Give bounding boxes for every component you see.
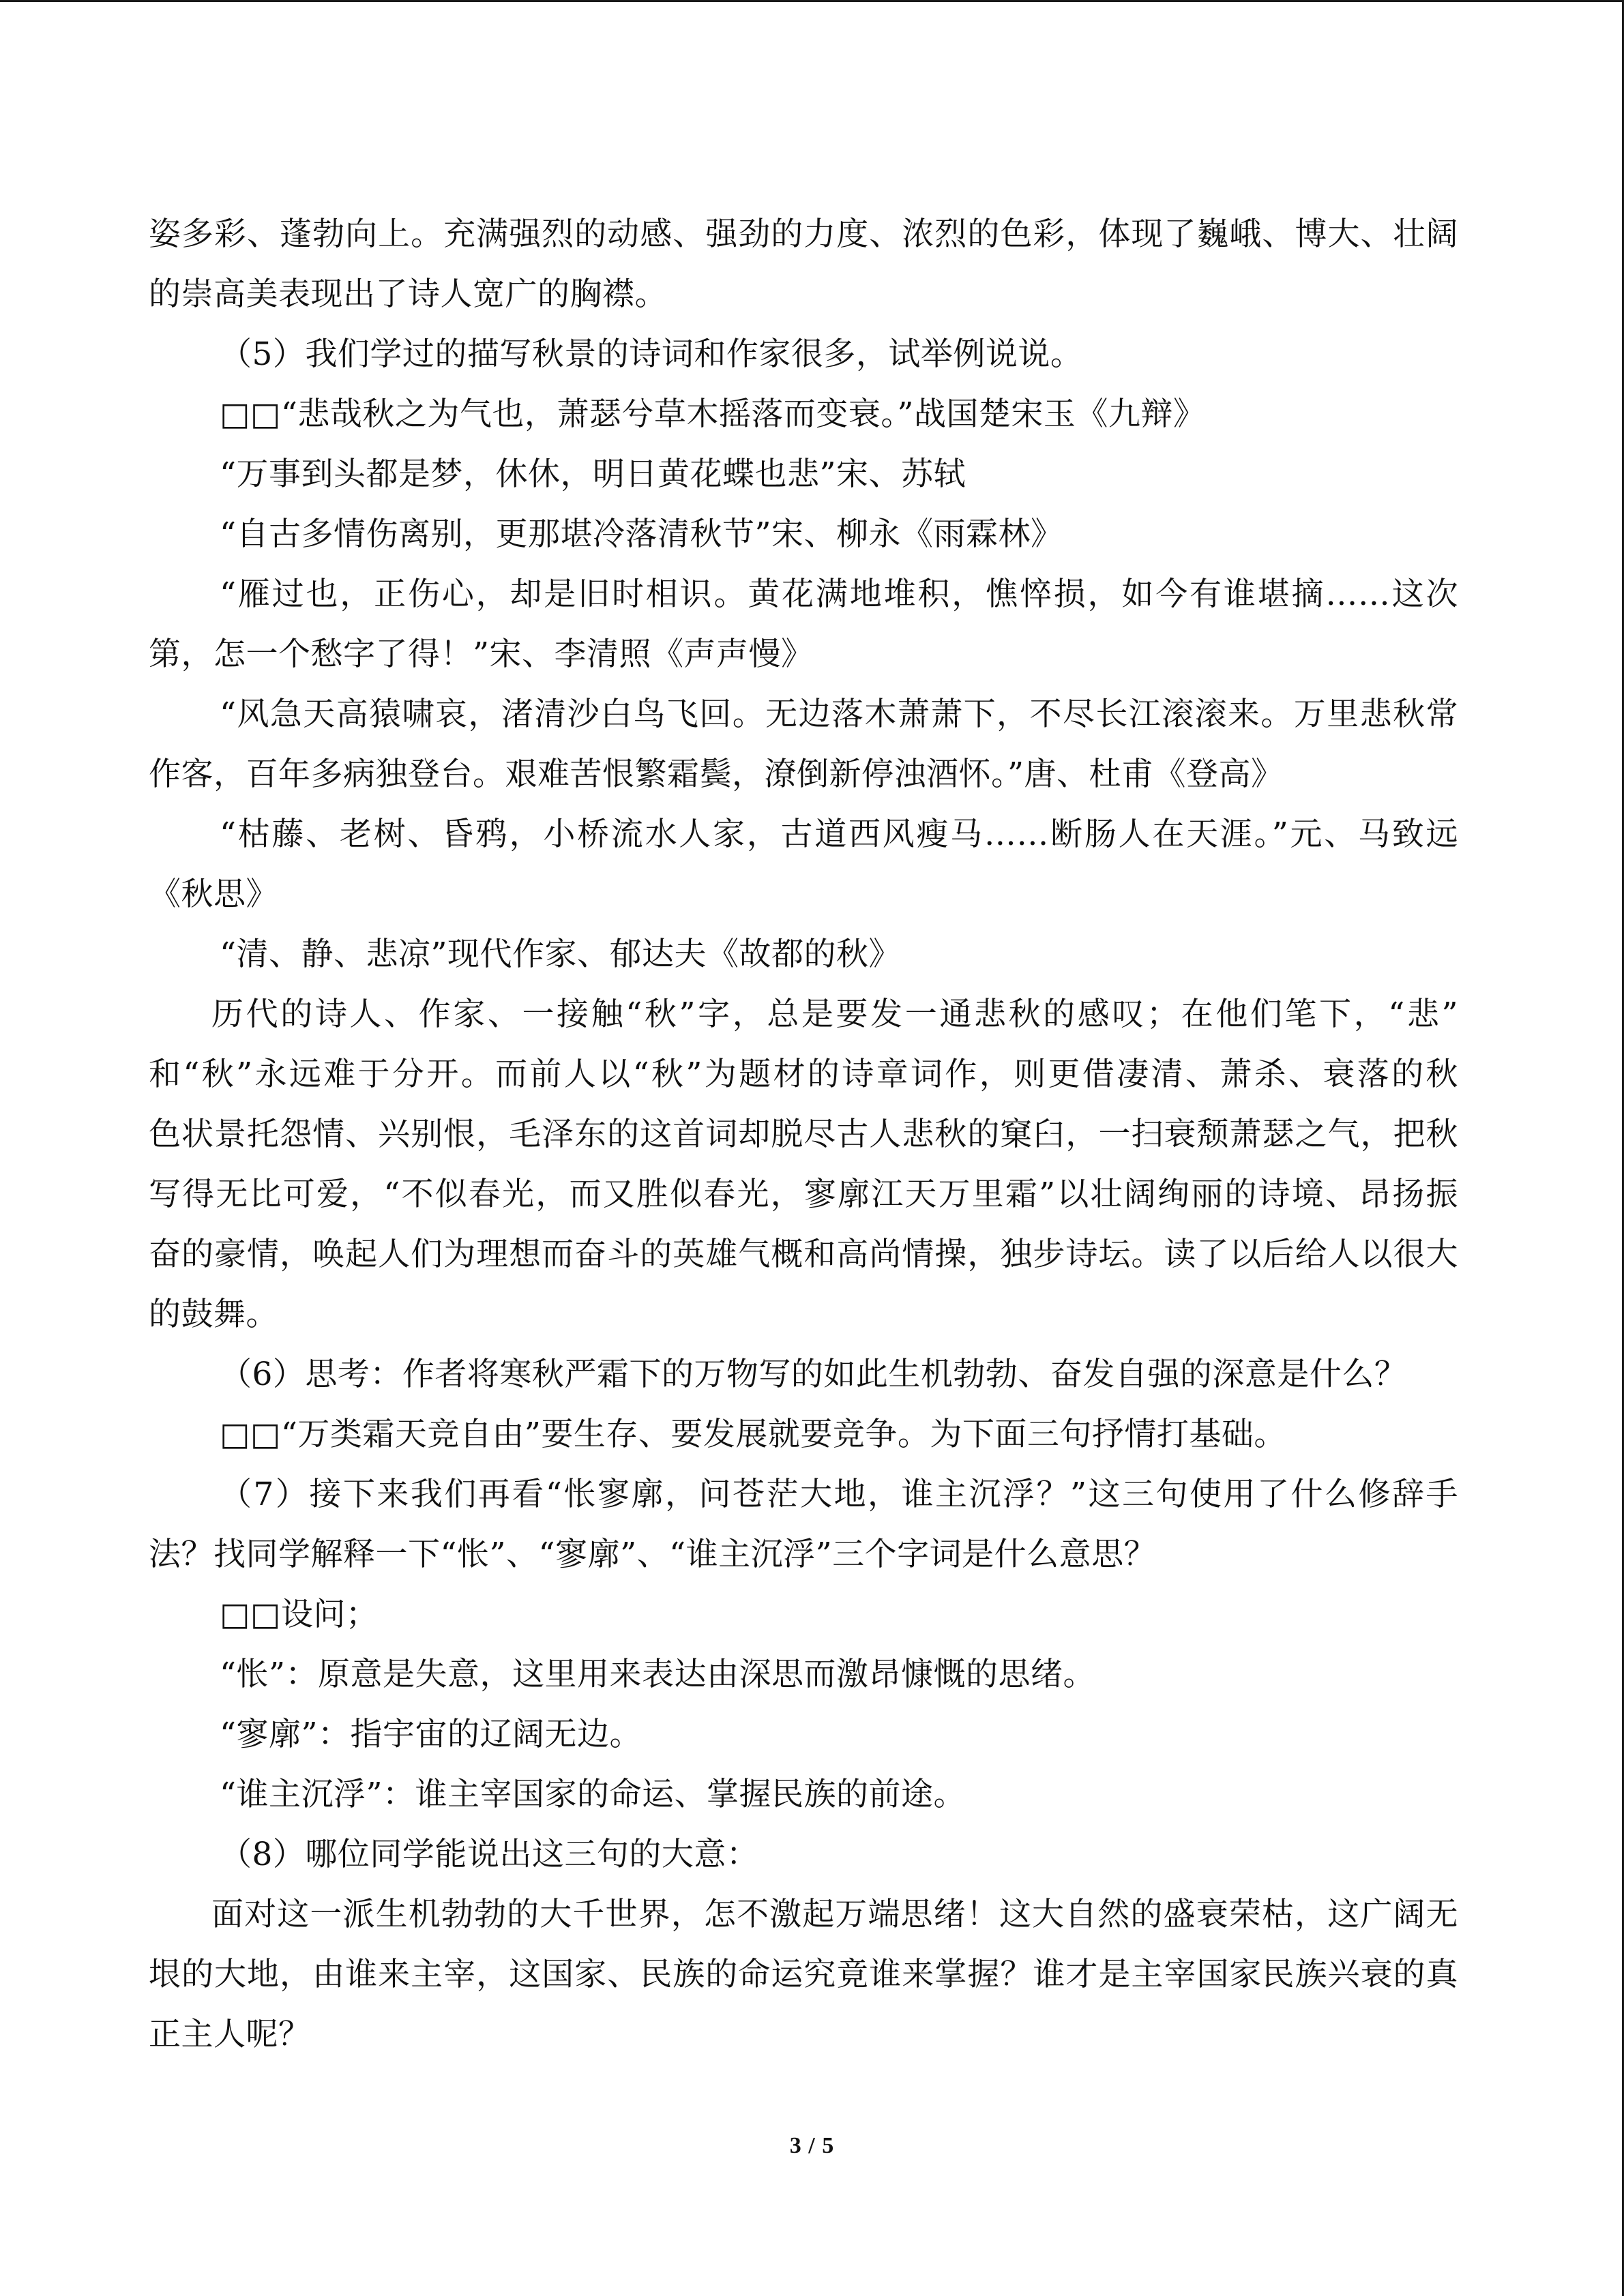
definition-line: “寥廓”：指宇宙的辽阔无边。 — [220, 1716, 643, 1753]
question-5: （5）我们学过的描写秋景的诗词和作家很多，试举例说说。 — [220, 336, 1083, 373]
paragraph-line: 色状景托怨情、兴别恨，毛泽东的这首词却脱尽古人悲秋的窠臼，一扫衰颓萧瑟之气，把秋 — [149, 1116, 1458, 1153]
quote-line: 第，怎一个愁字了得！”宋、李清照《声声慢》 — [149, 636, 814, 673]
quote-line: “枯藤、老树、昏鸦，小桥流水人家，古道西风瘦马……断肠人在天涯。”元、马致远 — [220, 816, 1458, 853]
question-7: （7）接下来我们再看“怅寥廓，问苍茫大地，谁主沉浮？”这三句使用了什么修辞手 — [220, 1476, 1458, 1513]
definition-line: “谁主沉浮”：谁主宰国家的命运、掌握民族的前途。 — [220, 1776, 966, 1813]
quote-line: “风急天高猿啸哀，渚清沙白鸟飞回。无边落木萧萧下，不尽长江滚滚来。万里悲秋常 — [220, 696, 1458, 733]
paragraph-line: 历代的诗人、作家、一接触“秋”字，总是要发一通悲秋的感叹；在他们笔下，“悲” — [211, 996, 1458, 1033]
document-body — [149, 205, 1458, 2065]
text-line: 的崇高美表现出了诗人宽广的胸襟。 — [149, 275, 667, 313]
quote-line: “自古多情伤离别，更那堪冷落清秋节”宋、柳永《雨霖林》 — [220, 516, 1063, 553]
paragraph-line: 奋的豪情，唤起人们为理想而奋斗的英雄气概和高尚情操，独步诗坛。读了以后给人以很大 — [149, 1236, 1458, 1273]
question-6: （6）思考：作者将寒秋严霜下的万物写的如此生机勃勃、奋发自强的深意是什么？ — [220, 1356, 1407, 1393]
paragraph-line: 面对这一派生机勃勃的大千世界，怎不激起万端思绪！这大自然的盛衰荣枯，这广阔无 — [211, 1896, 1458, 1933]
page-top-border — [0, 0, 1624, 2]
paragraph-line: 写得无比可爱，“不似春光，而又胜似春光，寥廓江天万里霜”以壮阔绚丽的诗境、昂扬振 — [149, 1176, 1458, 1213]
answer-line: □□“万类霜天竞自由”要生存、要发展就要竞争。为下面三句抒情打基础。 — [220, 1416, 1286, 1453]
question-7-continued: 法？找同学解释一下“怅”、“寥廓”、“谁主沉浮”三个字词是什么意思？ — [149, 1536, 1157, 1573]
paragraph-line: 正主人呢？ — [149, 2016, 311, 2053]
quote-line: 作客，百年多病独登台。艰难苦恨繁霜鬓，潦倒新停浊酒怀。”唐、杜甫《登高》 — [149, 756, 1284, 793]
quote-line: “清、静、悲凉”现代作家、郁达夫《故都的秋》 — [220, 936, 902, 973]
quote-line: 《秋思》 — [149, 876, 278, 913]
paragraph-line: 和“秋”永远难于分开。而前人以“秋”为题材的诗章词作，则更借凄清、萧杀、衰落的秋 — [149, 1056, 1458, 1093]
answer-line: □□设问； — [220, 1596, 379, 1633]
text-line: 姿多彩、蓬勃向上。充满强烈的动感、强劲的力度、浓烈的色彩，体现了巍峨、博大、壮阔 — [149, 215, 1458, 253]
answer-line: □□“悲哉秋之为气也，萧瑟兮草木摇落而变衰。”战国楚宋玉《九辩》 — [220, 396, 1206, 433]
question-8: （8）哪位同学能说出这三句的大意： — [220, 1836, 759, 1873]
definition-line: “怅”：原意是失意，这里用来表达由深思而激昂慷慨的思绪。 — [220, 1656, 1096, 1693]
quote-line: “万事到头都是梦，休休，明日黄花蝶也悲”宋、苏轼 — [220, 456, 966, 493]
page-number: 3 / 5 — [789, 2133, 835, 2158]
paragraph-line: 垠的大地，由谁来主宰，这国家、民族的命运究竟谁来掌握？谁才是主宰国家民族兴衰的真 — [149, 1956, 1458, 1993]
quote-line: “雁过也，正伤心，却是旧时相识。黄花满地堆积，憔悴损，如今有谁堪摘……这次 — [220, 576, 1458, 613]
paragraph-line: 的鼓舞。 — [149, 1296, 278, 1333]
